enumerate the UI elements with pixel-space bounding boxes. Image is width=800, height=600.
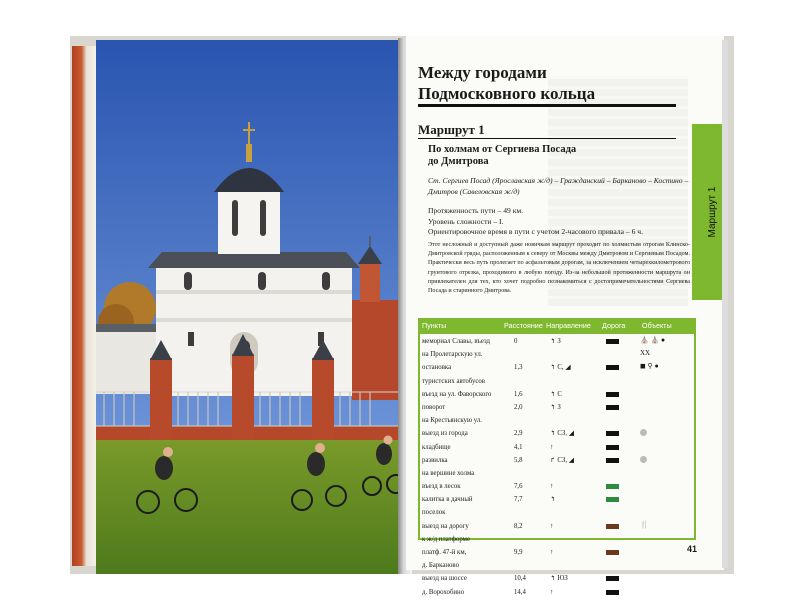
route-label: Маршрут 1 [418,122,485,137]
point-objects [640,428,694,436]
point-direction: ↑ [550,588,554,596]
route-time: Ориентировочное время в пути с учетом 2-часового привала – 6 ч. [428,227,643,236]
header-road: Дорога [602,321,626,330]
point-name: калитка в дачный [422,496,473,504]
header-points: Пункты [422,321,447,330]
road-type-swatch [606,590,619,595]
point-direction: ↰ [550,496,556,504]
point-distance: 4,1 [514,443,523,451]
point-distance: 1,6 [514,390,523,398]
point-distance: 2,0 [514,403,523,411]
road-type-swatch [606,524,619,529]
point-name: поселок [422,509,446,517]
point-direction: ↑ [550,522,554,530]
road-type-swatch [606,550,619,555]
header-objects: Объекты [642,321,672,330]
table-row [420,494,694,507]
point-distance: 5,8 [514,456,523,464]
point-name: мемориал Славы, въезд [422,338,491,345]
table-row [420,521,694,534]
chapter-title-line-2: Подмосковного кольца [418,84,596,103]
point-name: туристских автобусов [422,377,485,385]
point-objects: ◼ ⚲ ● [640,362,659,371]
point-direction: ↰ С [550,390,562,398]
road-type-swatch [606,497,619,502]
side-tab-label: Маршрут 1 [706,186,718,238]
church-photo [96,40,402,574]
road-type-swatch [606,576,619,581]
table-row [420,336,694,349]
point-name: въезд на ул. Фаворского [422,390,492,398]
table-row [420,428,694,441]
point-name: выезд на шоссе [422,575,467,583]
road-type-swatch [606,339,619,344]
point-name: на Пролетарскую ул. [422,351,483,359]
table-row [420,547,694,560]
point-direction: ↑ [550,549,554,556]
road-type-swatch [606,365,619,370]
road-type-swatch [606,431,619,436]
point-distance: 9,9 [514,549,523,556]
point-name: кладбище [422,443,451,451]
point-distance: 8,2 [514,522,523,530]
table-row [420,573,694,586]
point-direction: ↰ З [550,338,561,345]
point-name: д. Ворохобино [422,588,465,596]
table-row [420,560,694,573]
point-distance: 7,7 [514,496,523,504]
point-objects: XX [640,349,651,358]
header-direction: Направление [546,321,591,330]
road-type-swatch [606,392,619,397]
table-row [420,455,694,468]
point-direction: ↰ СЗ, ◢ [550,430,574,438]
page-number: 41 [687,544,698,554]
point-direction: ↑ [550,443,554,451]
point-direction: ↱ СЗ, ◢ [550,456,574,464]
table-row [420,415,694,428]
route-stations: Ст. Сергиев Посад (Ярославская ж/д) – Гражданский – Барканово – Костино – Дмитров (Савеловская ж/д) [428,176,689,196]
point-distance: 14,4 [514,588,526,596]
table-row [420,402,694,415]
route-subtitle-line-2: до Дмитрова [428,156,489,167]
table-row [420,389,694,402]
table-row [420,507,694,520]
point-name: выезд на дорогу [422,522,469,530]
road-type-swatch [606,405,619,410]
table-row [420,468,694,481]
route-description: Этот несложный и доступный даже новичкам маршрут проходит по холмистым отрогам Клинско-Дмитровской гряды, расположенным к северу от Москвы между Дмитровом и Сергиевым Посадом. Практически весь путь пролегает по асфальтовым дорогам, за исключением четырехкилометрового грунтового отрезка, проходимого в любую погоду. Из-за небольшой протяженности маршрута он привлекателен для тех, кто хочет подробно познакомиться с достопримечательностями Сергиева Посада и старинного Дмитрова. [428,242,690,295]
page-edge [722,40,728,568]
point-name: к ж/д платформе [422,535,470,543]
route-difficulty: Уровень сложности – I. [428,216,504,226]
chapter-title-line-1: Между городами [418,63,547,82]
table-row [420,349,694,362]
point-name: выезд из города [422,430,468,438]
point-objects: 🍴 [640,520,649,529]
point-name: на вершине холма [422,469,475,477]
route-table-body [420,336,694,600]
point-distance: 0 [514,338,518,345]
point-direction: ↰ З [550,403,561,411]
point-name: въезд в лесок [422,483,461,491]
road-type-swatch [606,445,619,450]
route-table-header [418,318,696,334]
point-direction: ↑ [550,483,554,491]
road-type-swatch [606,484,619,489]
header-distance: Расстояние [504,321,543,330]
point-name: развилка [422,456,448,464]
point-distance: 7,6 [514,483,523,491]
point-name: остановка [422,364,452,372]
route-table-layer [406,36,724,596]
point-objects [640,455,694,463]
object-marker-icon [640,429,647,436]
point-distance: 2,9 [514,430,523,438]
table-row [420,534,694,547]
point-name: платф. 47-й км, [422,549,467,556]
route-subtitle-line-1: По холмам от Сергиева Посада [428,144,577,155]
table-row [420,587,694,600]
road-type-swatch [606,458,619,463]
point-direction: ↰ ЮЗ [550,575,568,583]
point-name: на Крестьянскую ул. [422,417,482,425]
point-distance: 10,4 [514,575,526,583]
table-row [420,362,694,375]
point-direction: ↰ С, ◢ [550,364,571,372]
book-cover-edge [72,46,96,566]
table-row [420,442,694,455]
table-row [420,481,694,494]
object-marker-icon [640,456,647,463]
table-row [420,376,694,389]
route-length: Протяженность пути – 49 км. [428,206,524,215]
point-name: д. Барканово [422,562,459,570]
point-objects: ⛪ ⛪ ● [640,336,666,344]
point-name: поворот [422,403,446,411]
point-distance: 1,3 [514,364,523,372]
